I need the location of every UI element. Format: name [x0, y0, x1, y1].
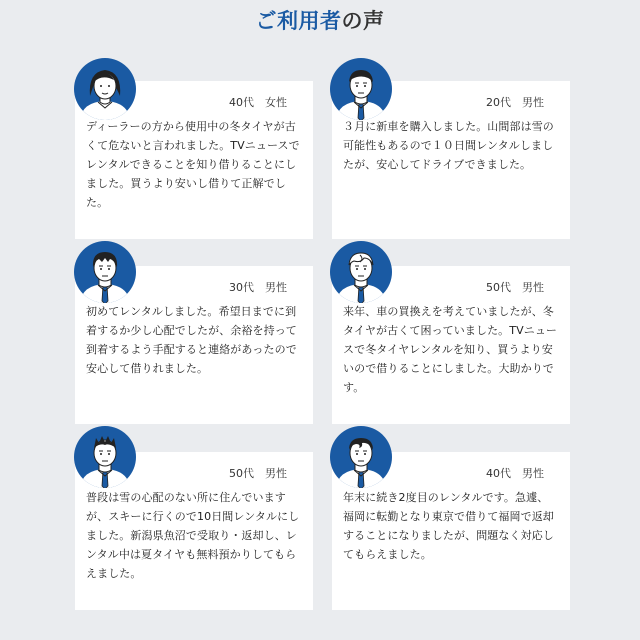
testimonial-text: 年末に続き2度目のレンタルです。急遽、福岡に転勤となり東京で借りて福岡で返却することになりましたが、問題なく対応してもらえました。 [343, 491, 554, 561]
testimonial-text: 初めてレンタルしました。希望日までに到着するか少し心配でしたが、余裕を持って到着するよう手配すると連絡があったので安心して借りれました。 [86, 305, 297, 375]
page-title [0, 6, 640, 36]
female-avatar-icon [74, 58, 136, 120]
page-title-accent: ご利用者 [255, 9, 342, 33]
testimonial-text: ディーラーの方から使用中の冬タイヤが古くて危ないと言われました。TVニュースでレンタルできることを知り借りることにしました。買うより安いし借りて正解でした。 [86, 120, 300, 209]
testimonial-meta: 50代 男性 [486, 281, 544, 294]
male-avatar-icon [330, 58, 392, 120]
testimonial-meta: 40代 男性 [486, 467, 544, 480]
male-avatar-icon [330, 241, 392, 303]
testimonial-text: 普段は雪の心配のない所に住んでいますが、スキーに行くので10日間レンタルにしました。新潟県魚沼で受取り・返却し、レンタル中は夏タイヤも無料預かりしてもらえました。 [86, 491, 300, 580]
male-avatar-icon [74, 241, 136, 303]
testimonial-meta: 30代 男性 [229, 281, 287, 294]
testimonial-text: 来年、車の買換えを考えていましたが、冬タイヤが古くて困っていました。TVニュースで冬タイヤレンタルを知り、買うより安いので借りることにしました。大助かりです。 [343, 305, 558, 394]
testimonial-meta: 20代 男性 [486, 96, 544, 109]
male-avatar-icon [74, 426, 136, 488]
testimonial-meta: 40代 女性 [229, 96, 287, 109]
testimonial-text: ３月に新車を購入しました。山間部は雪の可能性もあるので１０日間レンタルしましたが、安心してドライブできました。 [343, 120, 554, 171]
male-avatar-icon [330, 426, 392, 488]
testimonial-meta: 50代 男性 [229, 467, 287, 480]
page-title-rest: の声 [341, 9, 385, 33]
